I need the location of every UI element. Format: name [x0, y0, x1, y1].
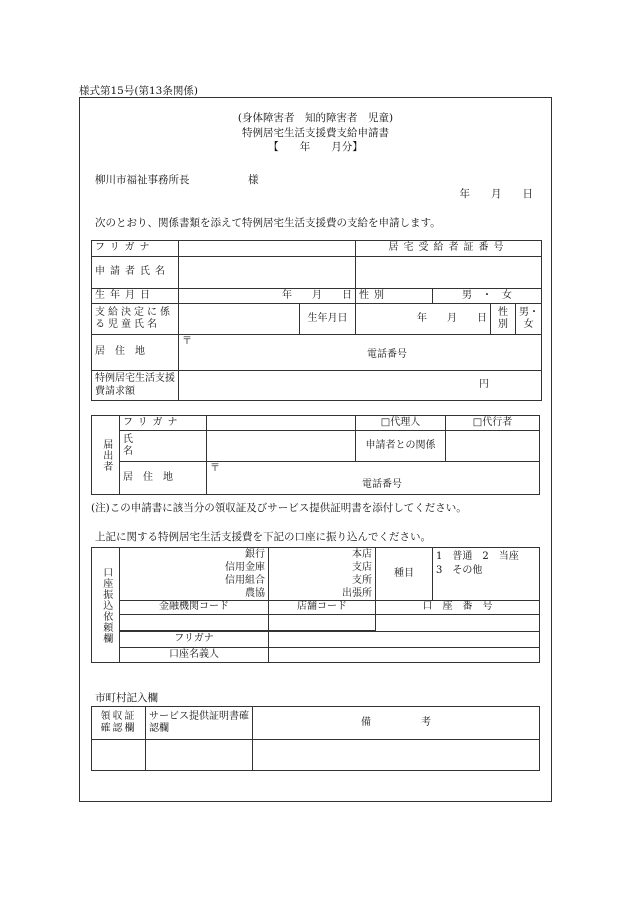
applicant-table [91, 240, 542, 401]
agent-checkbox[interactable]: □代理人 [356, 416, 446, 431]
form-title: 特例居宅生活支援費支給申請書 [242, 127, 389, 139]
city-table [91, 706, 540, 771]
branch-type-field[interactable]: 本店 支店 支所 出張所 [269, 548, 376, 601]
claim-label: 特例居宅生活支援費請求額 [92, 371, 179, 401]
account-number-label: 口 座 番 号 [376, 601, 540, 615]
notifier-name-field[interactable] [207, 431, 356, 462]
notifier-address-field[interactable] [207, 462, 540, 495]
notifier-label: 届出者 [92, 416, 120, 495]
notifier-furigana-field[interactable] [207, 416, 356, 431]
service-check-field[interactable] [146, 740, 253, 771]
child-birth-label: 生年月日 [300, 304, 356, 335]
bank-section-label: 口座振込依頼欄 [92, 548, 120, 663]
bank-type-field[interactable]: 銀行 信用金庫 信用組合 農協 [120, 548, 269, 601]
birth-field[interactable]: 年 月 日 [179, 289, 356, 304]
phone-label: 電話番号 [367, 349, 407, 360]
header-category: (身体障害者 知的障害者 児童) [237, 112, 394, 124]
inst-code-label: 金融機関コード [120, 601, 269, 615]
proxy-checkbox[interactable]: □代行者 [446, 416, 540, 431]
addressee: 柳川市福祉事務所長 [95, 174, 190, 186]
bank-intro: 上記に関する特例居宅生活支援費を下記の口座に振り込んでください。 [95, 531, 431, 543]
address-label: 居住地 [92, 335, 179, 371]
holder-name-label: 口座名義人 [120, 648, 269, 663]
addressee-honorific: 様 [248, 174, 259, 186]
child-birth-field[interactable]: 年 月 日 [356, 304, 491, 335]
receipt-check-label: 領収証確認欄 [92, 707, 146, 740]
postal-mark: 〒 [182, 336, 192, 347]
remarks-field[interactable] [253, 740, 540, 771]
form-number: 様式第15号(第13条関係) [79, 85, 198, 97]
branch-code-field[interactable] [269, 615, 376, 631]
attachment-note: (注)この申請書に該当分の領収証及びサービス提供証明書を添付してください。 [91, 502, 467, 514]
service-check-label: サービス提供証明書確認欄 [146, 707, 253, 740]
applicant-name-field[interactable] [179, 257, 356, 289]
child-name-field[interactable] [179, 304, 300, 335]
account-kind-label: 種目 [376, 548, 433, 601]
branch-code-label: 店舗コード [269, 601, 376, 615]
birth-label: 生年月日 [92, 289, 179, 304]
notifier-address-label: 居住地 [120, 462, 207, 495]
yen-label: 円 [479, 379, 489, 390]
inst-code-field[interactable] [120, 615, 269, 631]
relation-field[interactable] [446, 431, 540, 462]
receipt-check-field[interactable] [92, 740, 146, 771]
furigana-field[interactable] [179, 241, 356, 257]
furigana-label: フリガナ [92, 241, 179, 257]
child-sex-label: 性別 [491, 304, 516, 335]
applicant-name-label: 申請者氏名 [92, 257, 179, 289]
intro-text: 次のとおり、関係書類を添えて特例居宅生活支援費の支給を申請します。 [95, 217, 441, 229]
child-sex-field[interactable]: 男・女 [516, 304, 542, 335]
sex-label: 性別 [356, 289, 433, 304]
header-period: 【 年 月分】 [268, 141, 363, 153]
account-number-field[interactable] [376, 615, 540, 632]
claim-field[interactable] [179, 371, 542, 401]
child-name-label: 支給決定に係る児童氏名 [92, 304, 179, 335]
notifier-postal-mark: 〒 [210, 463, 220, 474]
holder-furigana-field[interactable] [269, 632, 540, 648]
holder-furigana-label: フリガナ [120, 632, 269, 648]
sex-field[interactable]: 男 ・ 女 [433, 289, 542, 304]
account-kind-options[interactable]: 1 普通 2 当座 3 その他 [433, 548, 540, 601]
notifier-phone-label: 電話番号 [362, 479, 402, 490]
cert-number-label: 居宅受給者証番号 [356, 241, 542, 257]
cert-number-field[interactable] [356, 257, 542, 289]
remarks-label: 備 考 [253, 707, 540, 740]
holder-name-field[interactable] [269, 648, 540, 663]
bank-table [91, 547, 540, 663]
notifier-furigana-label: フリガナ [120, 416, 207, 431]
date-line: 年 月 日 [459, 188, 533, 200]
address-field[interactable] [179, 335, 542, 371]
notifier-table [91, 415, 540, 495]
relation-label: 申請者との関係 [356, 431, 446, 462]
notifier-name-label: 氏名 [120, 431, 207, 462]
city-section-title: 市町村記入欄 [95, 692, 158, 704]
